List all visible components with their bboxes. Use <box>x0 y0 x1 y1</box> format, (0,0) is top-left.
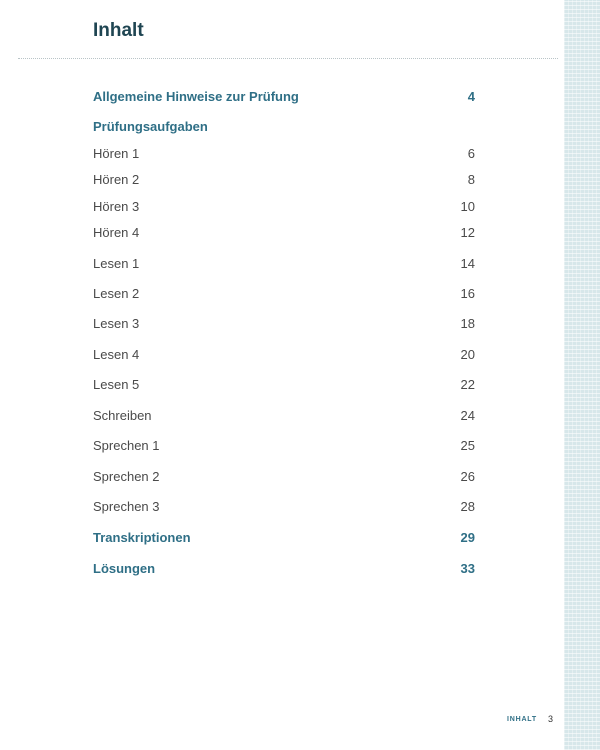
toc-entry[interactable] <box>93 86 475 106</box>
toc-entry-label: Schreiben <box>93 407 152 423</box>
toc-entry[interactable] <box>93 253 475 273</box>
toc-entry-page: 6 <box>467 145 475 161</box>
toc-entry[interactable] <box>93 196 475 216</box>
toc-entry-page: 33 <box>460 560 475 576</box>
toc-entry-label: Sprechen 1 <box>93 437 160 453</box>
toc-entry-page: 20 <box>460 346 475 362</box>
toc-entry[interactable] <box>93 222 475 242</box>
toc-entry-page: 26 <box>460 468 475 484</box>
toc-entry-page: 29 <box>460 529 475 545</box>
toc-entry-page: 10 <box>460 198 475 214</box>
toc-entry[interactable] <box>93 283 475 303</box>
toc-entry-page: 25 <box>460 437 475 453</box>
toc-entry-label: Transkriptionen <box>93 529 191 545</box>
toc-entry[interactable] <box>93 466 475 486</box>
toc-entry-label: Lesen 1 <box>93 255 140 271</box>
toc-entry-page: 28 <box>460 498 475 514</box>
toc-entry-label: Hören 1 <box>93 145 140 161</box>
toc-entry-label: Sprechen 2 <box>93 468 160 484</box>
toc-entry[interactable] <box>93 169 475 189</box>
toc-entry-label: Hören 2 <box>93 171 140 187</box>
footer-section-label: INHALT <box>507 716 537 723</box>
toc-entry-label: Hören 4 <box>93 224 140 240</box>
toc-entry-page: 14 <box>460 255 475 271</box>
toc-entry-label: Lesen 4 <box>93 346 140 362</box>
toc-entry-label: Lesen 3 <box>93 315 140 331</box>
decorative-side-strip <box>564 0 600 750</box>
page-title: Inhalt <box>93 20 144 41</box>
toc-entry-label: Lesen 2 <box>93 285 140 301</box>
page-number: 3 <box>548 714 554 724</box>
toc-entry[interactable] <box>93 558 475 578</box>
toc-entry-label: Lösungen <box>93 560 156 576</box>
title-divider <box>18 58 558 59</box>
toc-entry-label: Lesen 5 <box>93 376 140 392</box>
toc-entry[interactable] <box>93 344 475 364</box>
toc-section-heading <box>93 116 475 136</box>
toc-entry[interactable] <box>93 527 475 547</box>
toc-entry-page: 12 <box>460 224 475 240</box>
toc-entry[interactable] <box>93 496 475 516</box>
toc-entry-label: Hören 3 <box>93 198 140 214</box>
toc-entry[interactable] <box>93 405 475 425</box>
toc-entry-page: 8 <box>467 171 475 187</box>
toc-entry-page: 18 <box>460 315 475 331</box>
toc-entry-page: 16 <box>460 285 475 301</box>
toc-entry-page: 22 <box>460 376 475 392</box>
toc-entry-page: 24 <box>460 407 475 423</box>
toc-entry[interactable] <box>93 374 475 394</box>
toc-entry[interactable] <box>93 435 475 455</box>
toc-entry-page: 4 <box>467 88 475 104</box>
toc-entry-label: Sprechen 3 <box>93 498 160 514</box>
toc-entry[interactable] <box>93 143 475 163</box>
toc-entry-label: Prüfungsaufgaben <box>93 118 208 134</box>
toc-entry-label: Allgemeine Hinweise zur Prüfung <box>93 88 299 104</box>
toc-entry[interactable] <box>93 313 475 333</box>
